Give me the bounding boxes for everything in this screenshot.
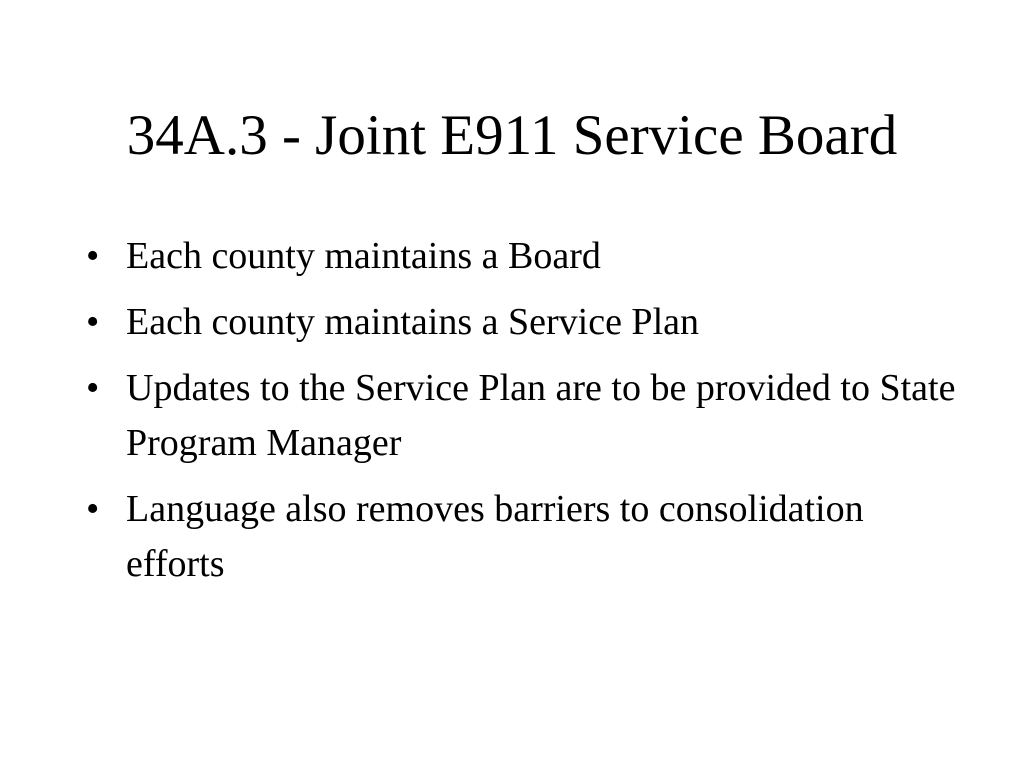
bullet-icon: • — [86, 367, 100, 409]
bullet-text: Updates to the Service Plan are to be provided to State Program Manager — [126, 367, 956, 464]
bullet-icon: • — [86, 488, 100, 530]
bullet-item — [86, 229, 966, 284]
bullet-item — [86, 361, 966, 471]
bullet-list — [86, 229, 966, 603]
bullet-item — [86, 482, 966, 592]
bullet-text: Each county maintains a Board — [126, 235, 601, 277]
bullet-text: Language also removes barriers to consolidation efforts — [126, 488, 864, 585]
bullet-item — [86, 295, 966, 350]
bullet-icon: • — [86, 235, 100, 277]
slide-title: 34A.3 - Joint E911 Service Board — [126, 104, 898, 167]
bullet-icon: • — [86, 301, 100, 343]
bullet-text: Each county maintains a Service Plan — [126, 301, 699, 343]
